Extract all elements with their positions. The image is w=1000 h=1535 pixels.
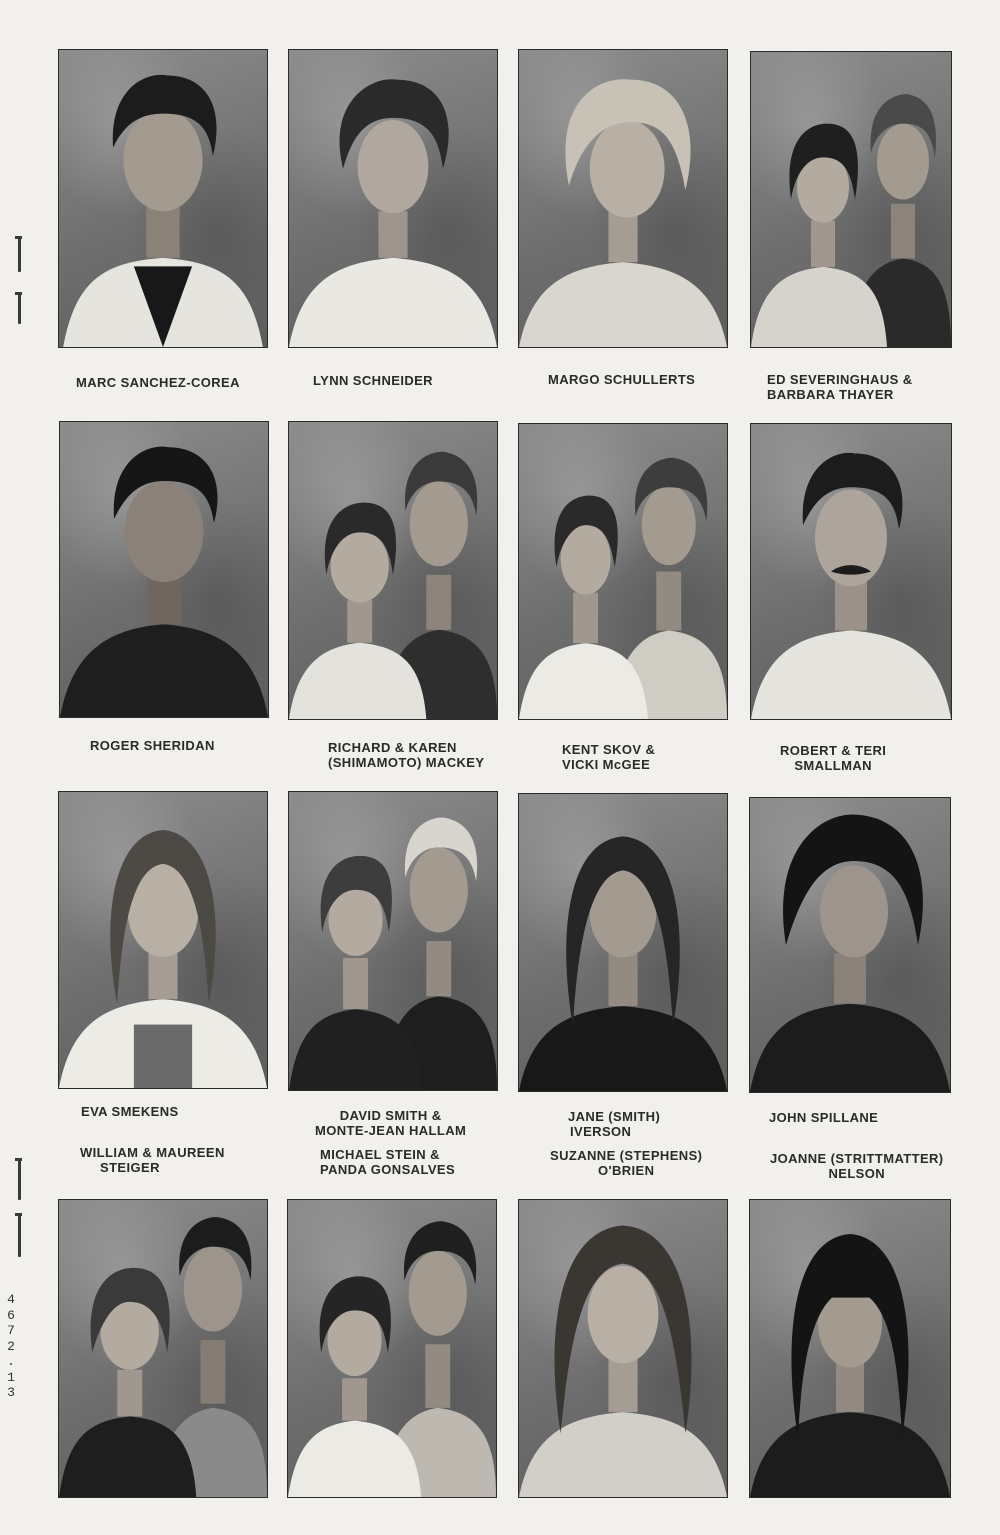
caption-line: RICHARD & KAREN	[328, 740, 457, 755]
caption-jane-smith-iverson	[568, 1109, 660, 1139]
caption-line: JOANNE (STRITTMATTER)	[770, 1151, 944, 1166]
staple-top	[18, 238, 21, 272]
caption-line: LYNN SCHNEIDER	[313, 373, 433, 388]
caption-line: KENT SKOV &	[562, 742, 656, 757]
staple-bottom	[18, 1160, 21, 1200]
portrait-photo	[518, 793, 728, 1092]
caption-line: STEIGER	[100, 1160, 160, 1175]
caption-line: IVERSON	[570, 1124, 632, 1139]
caption-william-maureen-steiger	[80, 1145, 225, 1175]
caption-line: MARC SANCHEZ-COREA	[76, 375, 240, 390]
caption-line: WILLIAM & MAUREEN	[80, 1145, 225, 1160]
portrait-photo	[58, 1199, 268, 1498]
caption-line: (SHIMAMOTO) MACKEY	[328, 755, 485, 770]
portrait-photo	[750, 51, 952, 348]
portrait-photo	[288, 791, 498, 1091]
caption-line: DAVID SMITH &	[339, 1108, 442, 1123]
caption-line: MARGO SCHULLERTS	[548, 372, 696, 387]
caption-marc-sanchez-corea	[76, 375, 240, 390]
caption-richard-karen-mackey	[328, 740, 484, 770]
portrait-photo	[749, 797, 951, 1093]
caption-david-smith-monte-jean-hallam	[315, 1108, 466, 1138]
portrait-photo	[59, 421, 269, 718]
caption-lynn-schneider	[313, 373, 433, 388]
caption-suzanne-stephens-obrien	[550, 1148, 702, 1178]
caption-margo-schullerts	[548, 372, 695, 387]
caption-line: ED SEVERINGHAUS &	[767, 372, 913, 387]
caption-line: BARBARA THAYER	[767, 387, 894, 402]
caption-line: NELSON	[828, 1166, 886, 1181]
portrait-photo	[58, 791, 268, 1089]
caption-line: ROBERT & TERI	[780, 743, 887, 758]
staple-top-2	[18, 294, 21, 324]
caption-line: ROGER SHERIDAN	[90, 738, 215, 753]
caption-line: EVA SMEKENS	[81, 1104, 179, 1119]
caption-line: MICHAEL STEIN &	[320, 1147, 440, 1162]
caption-roger-sheridan	[90, 738, 215, 753]
caption-line: O'BRIEN	[597, 1163, 655, 1178]
portrait-photo	[518, 49, 728, 348]
caption-michael-stein-panda-gonsalves	[320, 1147, 455, 1177]
caption-line: JANE (SMITH)	[568, 1109, 661, 1124]
caption-joanne-strittmatter-nelson	[770, 1151, 944, 1181]
portrait-photo	[288, 49, 498, 348]
caption-line: PANDA GONSALVES	[320, 1162, 456, 1177]
side-catalog-number: 4 6 7 2 . 1 3	[7, 1292, 15, 1400]
portrait-photo	[750, 423, 952, 720]
portrait-photo	[518, 1199, 728, 1498]
portrait-photo	[58, 49, 268, 348]
caption-ed-severinghaus-barbara-thayer	[767, 372, 913, 402]
caption-line: SUZANNE (STEPHENS)	[550, 1148, 703, 1163]
portrait-photo	[287, 1199, 497, 1498]
portrait-photo	[518, 423, 728, 720]
caption-line: JOHN SPILLANE	[769, 1110, 879, 1125]
caption-line: SMALLMAN	[794, 758, 872, 773]
caption-eva-smekens	[81, 1104, 179, 1119]
caption-line: MONTE-JEAN HALLAM	[315, 1123, 467, 1138]
caption-kent-skov-vicki-mcgee	[562, 742, 655, 772]
portrait-photo	[749, 1199, 951, 1498]
caption-line: VICKI McGEE	[562, 757, 651, 772]
caption-john-spillane	[769, 1110, 878, 1125]
caption-robert-teri-smallman	[780, 743, 886, 773]
portrait-photo	[288, 421, 498, 720]
staple-bottom-2	[18, 1215, 21, 1257]
